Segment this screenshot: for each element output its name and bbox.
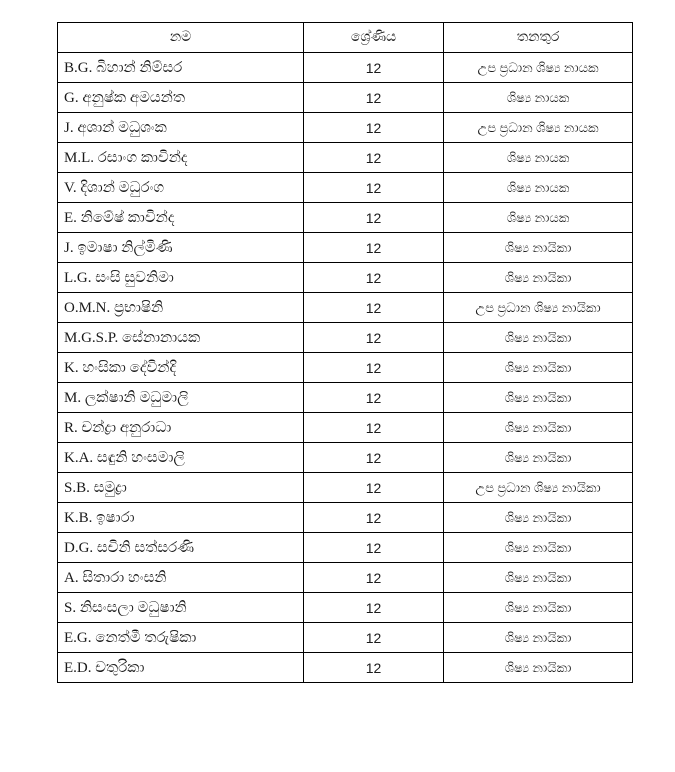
name-cell: S. නිසංසලා මධුෂානි [58,593,304,623]
grade-cell: 12 [304,113,444,143]
position-cell: ශිෂ්‍ය නායිකා [444,263,633,293]
table-row [58,443,633,473]
position-cell: ශිෂ්‍ය නායිකා [444,533,633,563]
name-cell: M. ලක්ෂානි මධුමාලි [58,383,304,413]
grade-cell: 12 [304,653,444,683]
table-row [58,323,633,353]
name-cell: O.M.N. ප්‍රභාෂිනි [58,293,304,323]
grade-cell: 12 [304,293,444,323]
position-cell: උප ප්‍රධාන ශිෂ්‍ය නායිකා [444,293,633,323]
position-cell: ශිෂ්‍ය නායක [444,83,633,113]
position-cell: උප ප්‍රධාන ශිෂ්‍ය නායක [444,53,633,83]
grade-cell: 12 [304,233,444,263]
table-row [58,293,633,323]
header-position: තනතුර [444,23,633,53]
grade-cell: 12 [304,503,444,533]
position-cell: උප ප්‍රධාන ශිෂ්‍ය නායිකා [444,473,633,503]
name-cell: K.A. සඳුනි හංසමාලි [58,443,304,473]
name-cell: A. සිතාරා හංසනි [58,563,304,593]
name-cell: S.B. සමුද්‍රා [58,473,304,503]
name-cell: J. ඉමාෂා නිල්මිණි [58,233,304,263]
position-cell: ශිෂ්‍ය නායක [444,143,633,173]
name-cell: D.G. සචිනි සත්සරණි [58,533,304,563]
table-row [58,233,633,263]
position-cell: ශිෂ්‍ය නායක [444,173,633,203]
table-row [58,653,633,683]
grade-cell: 12 [304,53,444,83]
prefects-table [57,22,633,683]
grade-cell: 12 [304,383,444,413]
table-header-row [58,23,633,53]
name-cell: E.D. චතුරිකා [58,653,304,683]
table-row [58,623,633,653]
table-row [58,113,633,143]
header-name: නම [58,23,304,53]
grade-cell: 12 [304,323,444,353]
name-cell: E.G. නෙත්මී තරුෂිකා [58,623,304,653]
name-cell: V. දිශාන් මධුරංග [58,173,304,203]
grade-cell: 12 [304,413,444,443]
table-row [58,263,633,293]
position-cell: ශිෂ්‍ය නායිකා [444,383,633,413]
grade-cell: 12 [304,563,444,593]
grade-cell: 12 [304,593,444,623]
header-grade: ශ්‍රේණිය [304,23,444,53]
name-cell: E. නිමේෂ් කාවින්ද [58,203,304,233]
position-cell: ශිෂ්‍ය නායිකා [444,593,633,623]
position-cell: ශිෂ්‍ය නායක [444,203,633,233]
position-cell: ශිෂ්‍ය නායිකා [444,353,633,383]
grade-cell: 12 [304,353,444,383]
name-cell: M.L. රසාංග කාවින්ද [58,143,304,173]
table-row [58,53,633,83]
name-cell: G. අනුෂ්ක අමයන්ත [58,83,304,113]
position-cell: ශිෂ්‍ය නායිකා [444,563,633,593]
table-row [58,473,633,503]
table-row [58,173,633,203]
grade-cell: 12 [304,263,444,293]
position-cell: ශිෂ්‍ය නායිකා [444,413,633,443]
table-row [58,593,633,623]
name-cell: K.B. ඉෂාරා [58,503,304,533]
position-cell: ශිෂ්‍ය නායිකා [444,443,633,473]
position-cell: ශිෂ්‍ය නායිකා [444,503,633,533]
table-row [58,353,633,383]
table-row [58,563,633,593]
table-row [58,143,633,173]
grade-cell: 12 [304,473,444,503]
position-cell: ශිෂ්‍ය නායිකා [444,323,633,353]
grade-cell: 12 [304,143,444,173]
name-cell: M.G.S.P. සේනානායක [58,323,304,353]
name-cell: B.G. බිහාන් නිම්සර [58,53,304,83]
name-cell: R. චන්ද්‍රා අනුරාධා [58,413,304,443]
grade-cell: 12 [304,203,444,233]
name-cell: J. අශාන් මධුශංක [58,113,304,143]
position-cell: ශිෂ්‍ය නායිකා [444,623,633,653]
table-body [58,53,633,683]
grade-cell: 12 [304,623,444,653]
grade-cell: 12 [304,83,444,113]
table-row [58,533,633,563]
name-cell: K. හංසිකා දේවින්දි [58,353,304,383]
grade-cell: 12 [304,533,444,563]
name-cell: L.G. සංසි සුවනිමා [58,263,304,293]
table-row [58,383,633,413]
position-cell: ශිෂ්‍ය නායිකා [444,233,633,263]
position-cell: උප ප්‍රධාන ශිෂ්‍ය නායක [444,113,633,143]
grade-cell: 12 [304,173,444,203]
table-row [58,203,633,233]
table-row [58,413,633,443]
table-row [58,503,633,533]
position-cell: ශිෂ්‍ය නායිකා [444,653,633,683]
table-row [58,83,633,113]
grade-cell: 12 [304,443,444,473]
